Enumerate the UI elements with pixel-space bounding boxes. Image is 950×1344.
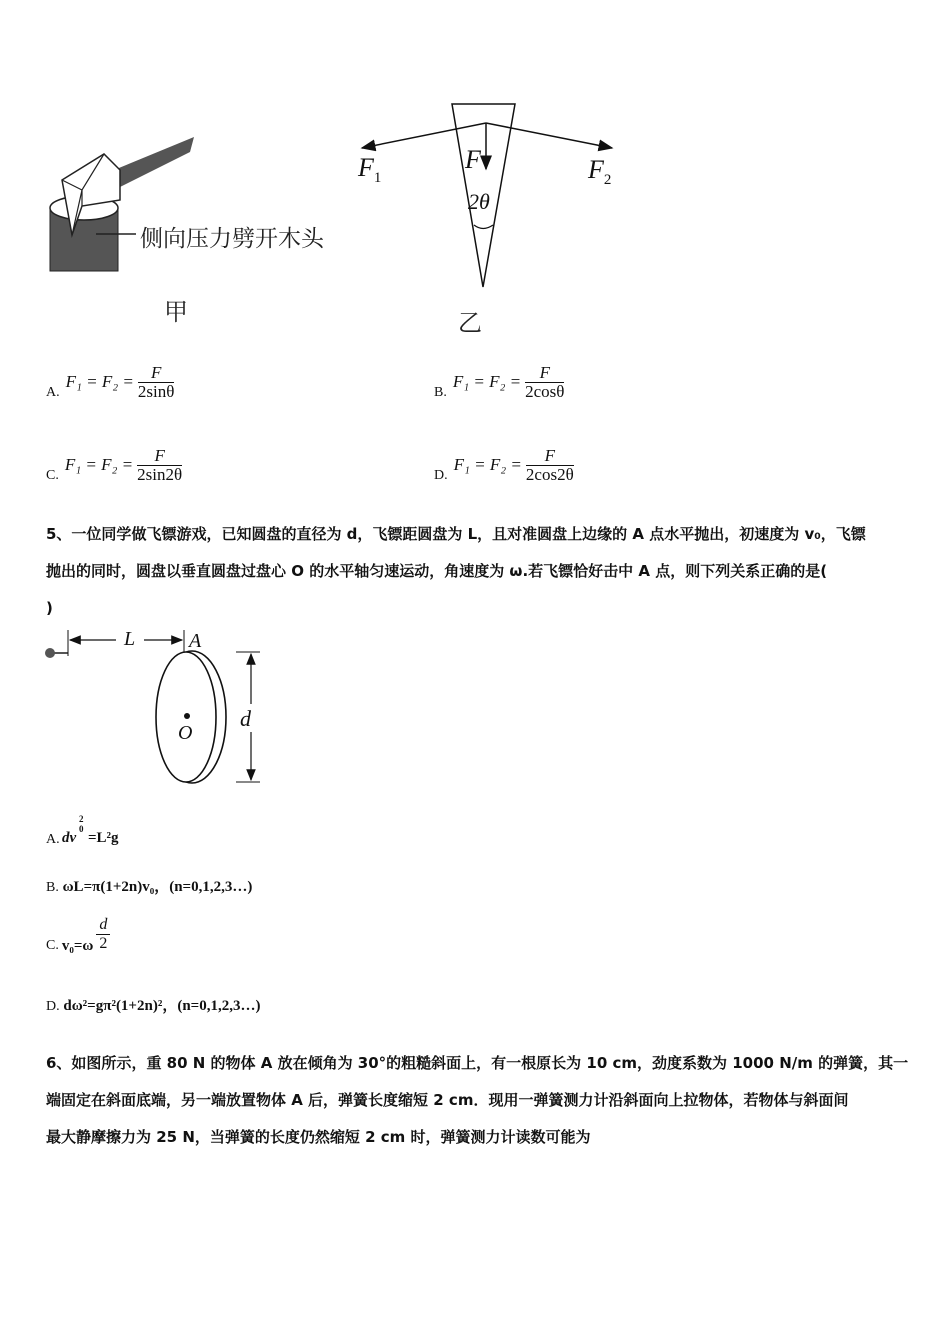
axe-caption: 侧向压力劈开木头 (140, 226, 324, 252)
q6-line-3: 最大静摩擦力为 25 N，当弹簧的长度仍然缩短 2 cm 时，弹簧测力计读数可能为 (46, 1128, 591, 1146)
q4-option-b[interactable] (434, 358, 564, 406)
label-O: O (178, 722, 193, 744)
q4-option-a[interactable] (46, 358, 174, 406)
q4-option-c[interactable] (46, 441, 182, 489)
option-text: dv (62, 830, 77, 846)
q5-line-2: 抛出的同时，圆盘以垂直圆盘过盘心 O 的水平轴匀速运动，角速度为 ω.若飞镖恰好击中 A 点，则下列关系正确的是( (46, 562, 828, 580)
option-text: dω²=gπ²(1+2n)²，(n=0,1,2,3…) (63, 998, 261, 1014)
figure-yi-label: 乙 (458, 309, 482, 337)
option-lhs: F₁ = F₂ = (64, 455, 134, 474)
figure-dart-disc (44, 628, 274, 793)
option-rest: =L²g (88, 830, 119, 846)
force-F2-label: $F_2$ (588, 155, 612, 189)
option-letter: A. (46, 832, 60, 847)
option-letter: B. (46, 880, 59, 895)
angle-label: 2θ (468, 189, 490, 214)
option-letter: C. (46, 938, 59, 953)
option-letter: B. (434, 385, 447, 400)
label-L: L (124, 628, 136, 650)
option-lhs: F₁ = F₂ = (453, 455, 522, 474)
q5-option-b[interactable] (46, 875, 252, 896)
option-lhs: F₁ = F₂ = (452, 372, 522, 391)
option-fraction: $\frac{F}{2\sin 2\theta}$ (137, 445, 183, 484)
figure-jia-label: 甲 (164, 298, 188, 326)
option-letter: C. (46, 468, 59, 483)
q5-stem (46, 516, 916, 627)
option-fraction: $\frac{d}{2}$ (96, 916, 110, 953)
force-F1-label: $F_1$ (358, 153, 382, 187)
force-F-label: F (465, 145, 481, 174)
q5-line-3: ) (46, 599, 53, 617)
q6-line-2: 端固定在斜面底端，另一端放置物体 A 后，弹簧长度缩短 2 cm．现用一弹簧测力计沿斜面向上拉物体，若物体与斜面间 (46, 1091, 849, 1109)
option-fraction: $\frac{F}{2\cos\theta}$ (525, 362, 565, 401)
q5-option-d[interactable] (46, 994, 260, 1015)
option-letter: A. (46, 385, 60, 400)
q5-option-c[interactable] (46, 910, 110, 958)
label-A: A (189, 630, 202, 652)
option-sup: 2 0 (79, 814, 84, 834)
q6-stem (46, 1045, 916, 1156)
label-d: d (240, 706, 251, 731)
figure-yi (350, 95, 640, 340)
option-letter: D. (46, 999, 60, 1014)
q4-option-d[interactable] (434, 441, 574, 489)
option-fraction: $\frac{F}{2\sin\theta}$ (137, 362, 175, 401)
option-text: v₀=ω (61, 937, 94, 954)
q6-line-1: 6、如图所示，重 80 N 的物体 A 放在倾角为 30°的粗糙斜面上，有一根原长为 10 cm，劲度系数为 1000 N/m 的弹簧，其一 (46, 1054, 909, 1072)
option-text: ωL=π(1+2n)v₀，(n=0,1,2,3…) (62, 879, 253, 895)
q5-line-1: 5、一位同学做飞镖游戏，已知圆盘的直径为 d，飞镖距圆盘为 L，且对准圆盘上边缘的 A 点水平抛出，初速度为 v₀，飞镖 (46, 525, 866, 543)
option-fraction: $\frac{F}{2\cos 2\theta}$ (525, 445, 574, 484)
axe-wood-drawing (44, 130, 374, 280)
wedge-force-diagram (350, 95, 640, 295)
option-lhs: F₁ = F₂ = (65, 372, 134, 391)
option-letter: D. (434, 468, 448, 483)
figure-jia (44, 130, 374, 330)
